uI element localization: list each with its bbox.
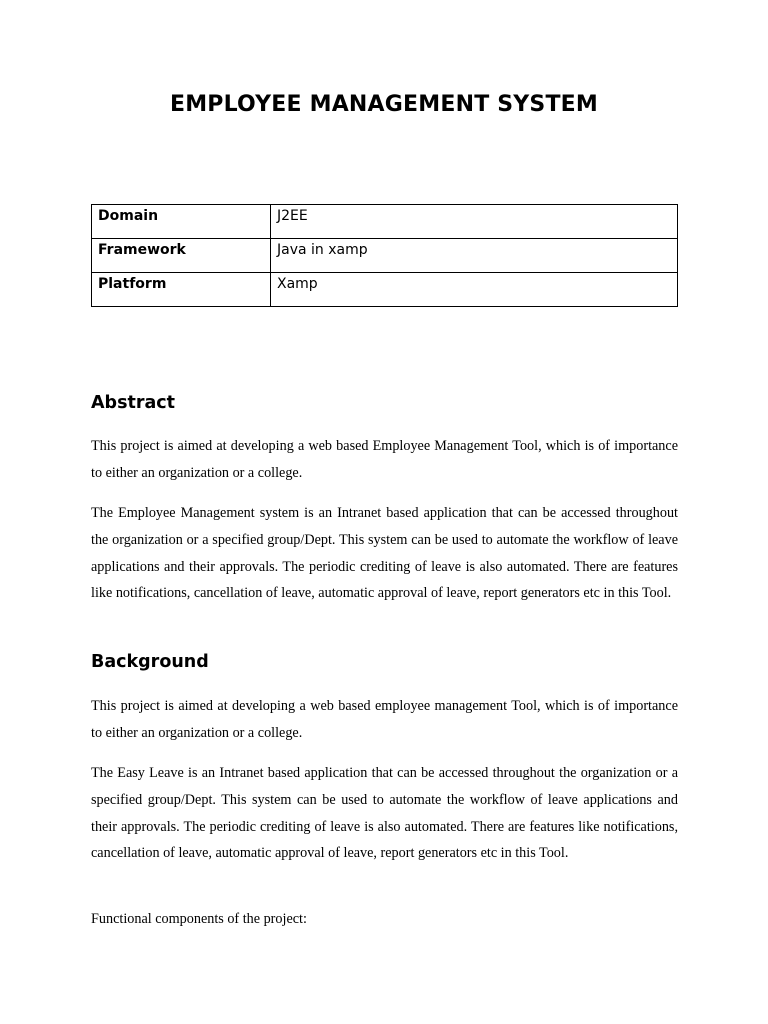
- abstract-paragraph-2: The Employee Management system is an Intranet based application that can be accessed throughout the organization or a specified group/Dept. This system can be used to automate the workflow of leave applications and their approvals. The periodic crediting of leave is also automated. There are features like notifications, cancellation of leave, automatic approval of leave, report generators etc in this Tool.: [91, 505, 678, 602]
- document-title: EMPLOYEE MANAGEMENT SYSTEM: [169, 92, 599, 117]
- table-row: [92, 239, 678, 273]
- background-paragraph-2: The Easy Leave is an Intranet based application that can be accessed throughout the organization or a specified group/Dept. This system can be used to automate the workflow of leave applications and their approvals. The periodic crediting of leave is also automated. There are features like notifications, cancellation of leave, automatic approval of leave, report generators etc in this Tool.: [91, 765, 678, 862]
- background-paragraph-3: Functional components of the project:: [91, 911, 307, 927]
- abstract-paragraph-1: This project is aimed at developing a web based Employee Management Tool, which is of importance to either an organization or a college.: [91, 438, 678, 481]
- project-info-table: [91, 204, 678, 307]
- table-key-cell: Domain: [92, 205, 271, 239]
- table-value-cell: Xamp: [271, 273, 678, 307]
- table-row: [92, 273, 678, 307]
- table-value-cell: J2EE: [271, 205, 678, 239]
- table-key-cell: Platform: [92, 273, 271, 307]
- table-row: [92, 205, 678, 239]
- background-heading: Background: [91, 652, 209, 672]
- background-paragraph-1: This project is aimed at developing a web based employee management Tool, which is of importance to either an organization or a college.: [91, 698, 678, 741]
- table-key-cell: Framework: [92, 239, 271, 273]
- table-value-cell: Java in xamp: [271, 239, 678, 273]
- abstract-heading: Abstract: [91, 393, 176, 413]
